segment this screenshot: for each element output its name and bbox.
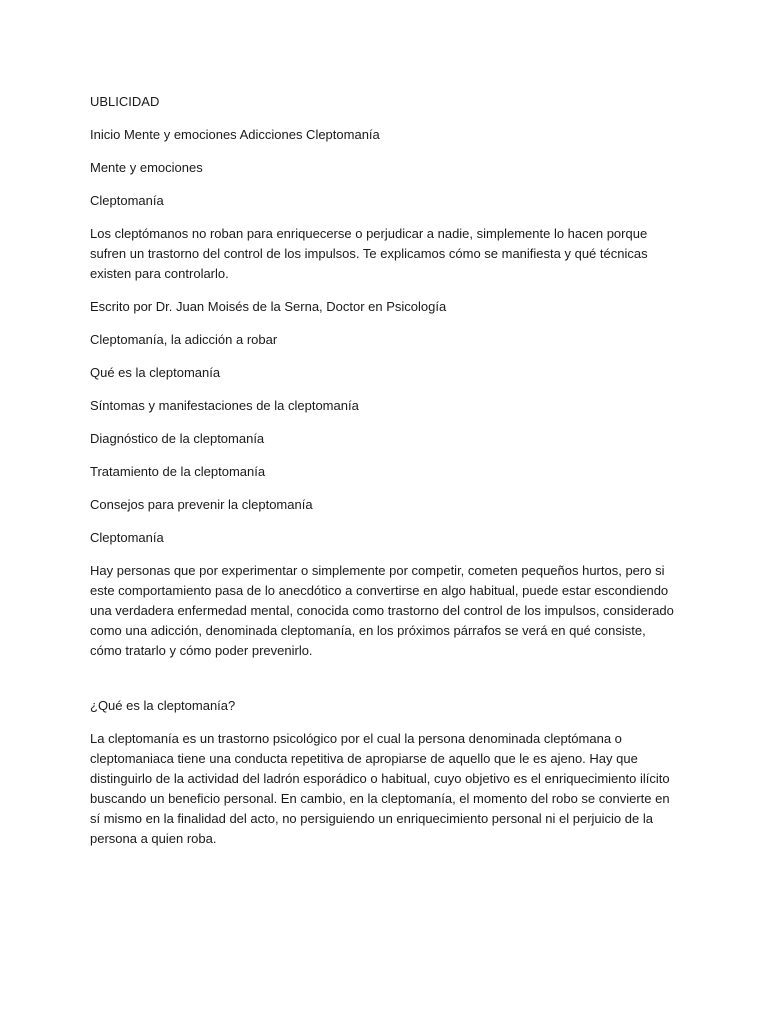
- author-line: Escrito por Dr. Juan Moisés de la Serna, Doctor en Psicología: [90, 299, 447, 314]
- toc-item: Tratamiento de la cleptomanía: [90, 464, 266, 479]
- breadcrumb: Inicio Mente y emociones Adicciones Cleptomanía: [90, 127, 380, 142]
- category-label: Mente y emociones: [90, 160, 203, 175]
- advertising-label: UBLICIDAD: [90, 94, 160, 109]
- toc-item: Consejos para prevenir la cleptomanía: [90, 497, 313, 512]
- definition-paragraph: La cleptomanía es un trastorno psicológico por el cual la persona denominada cleptómana o cleptomaniaca tiene una conducta repetitiva de apropiarse de aquello que le es ajeno. Hay que distinguirlo de la actividad del ladrón esporádico o habitual, cuyo objetivo es el enriquecimiento ilícito buscando un beneficio personal. En cambio, en la cleptomanía, el momento del robo se convierte en sí mismo en la finalidad del acto, no persiguiendo un enriquecimiento personal ni el perjuicio de la persona a quien roba.: [90, 731, 670, 846]
- question-heading: ¿Qué es la cleptomanía?: [90, 698, 236, 713]
- article-title: Cleptomanía: [90, 193, 164, 208]
- toc-item: Qué es la cleptomanía: [90, 365, 221, 380]
- toc-item: Síntomas y manifestaciones de la cleptomanía: [90, 398, 359, 413]
- toc-item: Diagnóstico de la cleptomanía: [90, 431, 265, 446]
- intro-paragraph: Hay personas que por experimentar o simplemente por competir, cometen pequeños hurtos, pero si este comportamiento pasa de lo anecdótico a convertirse en algo habitual, puede estar escondiendo una verdadera enfermedad mental, conocida como trastorno del control de los impulsos, considerado como una adicción, denominada cleptomanía, en los próximos párrafos se verá en qué consiste, cómo tratarlo y cómo poder prevenirlo.: [90, 563, 674, 658]
- section-title: Cleptomanía: [90, 530, 164, 545]
- article-summary: Los cleptómanos no roban para enriquecerse o perjudicar a nadie, simplemente lo hacen porque sufren un trastorno del control de los impulsos. Te explicamos cómo se manifiesta y qué técnicas existen para controlarlo.: [90, 226, 648, 281]
- toc-item: Cleptomanía, la adicción a robar: [90, 332, 278, 347]
- document-page: [90, 92, 678, 862]
